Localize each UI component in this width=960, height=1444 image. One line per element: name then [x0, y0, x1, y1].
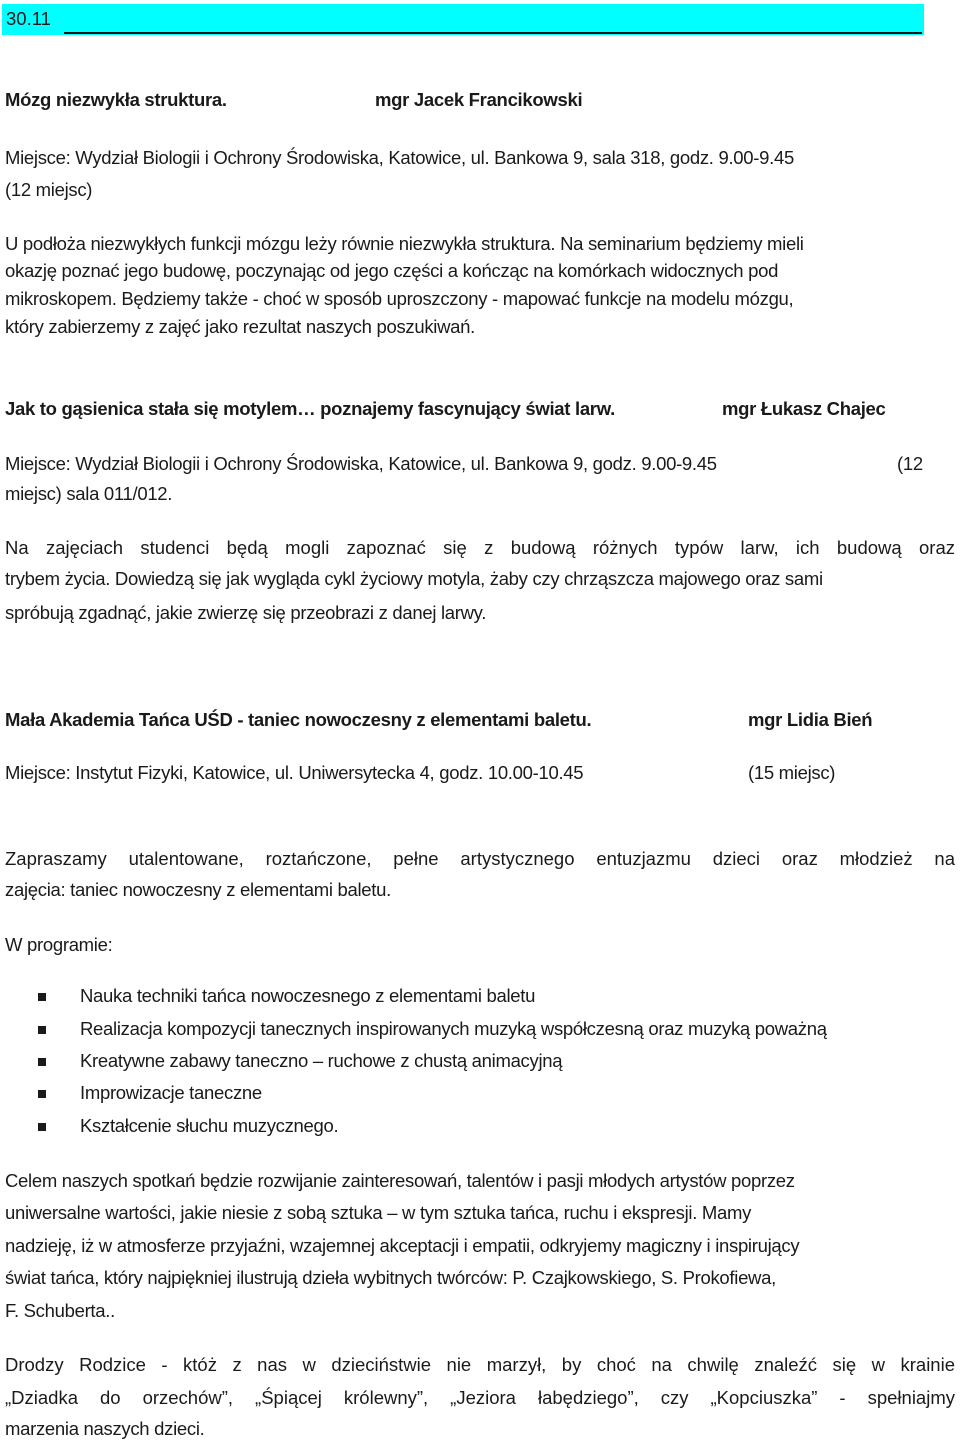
bullet-marker [38, 993, 46, 1001]
section-3-seats: (15 miejsc) [748, 762, 836, 783]
section-3-place-line: Miejsce: Instytut Fizyki, Katowice, ul. Uniwersytecka 4, godz. 10.00-10.45 [5, 762, 584, 783]
section-2-desc-line: trybem życia. Dowiedzą się jak wygląda cykl życiowy motyla, żaby czy chrząszcza majowego oraz sami [5, 568, 823, 589]
section-2-desc-line: Na zajęciach studenci będą mogli zapoznać się z budową różnych typów larw, ich budową oraz [5, 537, 955, 558]
program-item: Improwizacje taneczne [80, 1082, 262, 1103]
section-1-desc-line: okazję poznać jego budowę, poczynając od jego części a kończąc na komórkach widocznych pod [5, 260, 779, 281]
section-2-instructor: mgr Łukasz Chajec [722, 398, 886, 419]
program-label: W programie: [5, 934, 113, 955]
program-item: Kształcenie słuchu muzycznego. [80, 1115, 339, 1136]
section-2-desc-line: spróbują zgadnąć, jakie zwierzę się przeobrazi z danej larwy. [5, 602, 487, 623]
section-2-place-line1: Miejsce: Wydział Biologii i Ochrony Środowiska, Katowice, ul. Bankowa 9, godz. 9.00-9.45 [5, 453, 717, 474]
goal-line: Celem naszych spotkań będzie rozwijanie zainteresowań, talentów i pasji młodych artystów poprzez [5, 1170, 795, 1191]
program-item: Realizacja kompozycji tanecznych inspirowanych muzyką współczesną oraz muzyką poważną [80, 1018, 827, 1039]
date-label: 30.11 [6, 8, 51, 29]
bullet-marker [38, 1123, 46, 1131]
section-1-desc-line: mikroskopem. Będziemy także - choć w sposób uproszczony - mapować funkcje na modelu mózgu, [5, 288, 794, 309]
section-1-instructor: mgr Jacek Francikowski [375, 89, 583, 110]
program-item: Kreatywne zabawy taneczno – ruchowe z chustą animacyjną [80, 1050, 563, 1071]
date-underline [64, 32, 922, 34]
section-2-title: Jak to gąsienica stała się motylem… poznajemy fascynujący świat larw. [5, 398, 615, 419]
goal-line: nadzieję, iż w atmosferze przyjaźni, wzajemnej akceptacji i empatii, odkryjemy magiczny i inspirujący [5, 1235, 800, 1256]
parents-line: Drodzy Rodzice - któż z nas w dzieciństwie nie marzył, by choć na chwilę znaleźć się w krainie [5, 1354, 955, 1375]
program-item: Nauka techniki tańca nowoczesnego z elementami baletu [80, 985, 536, 1006]
goal-line: F. Schuberta.. [5, 1300, 115, 1321]
section-1-place-line2: (12 miejsc) [5, 179, 93, 200]
parents-line: marzenia naszych dzieci. [5, 1418, 205, 1439]
parents-line: „Dziadka do orzechów”, „Śpiącej królewny”, „Jeziora łabędziego”, czy „Kopciuszka” - spełniajmy [5, 1387, 955, 1408]
section-1-desc-line: U podłoża niezwykłych funkcji mózgu leży równie niezwykła struktura. Na seminarium będziemy mieli [5, 233, 804, 254]
bullet-marker [38, 1026, 46, 1034]
section-3-instructor: mgr Lidia Bień [748, 709, 873, 730]
bullet-marker [38, 1058, 46, 1066]
section-3-intro-line: zajęcia: taniec nowoczesny z elementami baletu. [5, 879, 391, 900]
section-1-title: Mózg niezwykła struktura. [5, 89, 227, 110]
section-3-intro-line: Zapraszamy utalentowane, roztańczone, pełne artystycznego entuzjazmu dzieci oraz młodzież na [5, 848, 955, 869]
section-2-place-line2: miejsc) sala 011/012. [5, 483, 173, 504]
section-3-title: Mała Akademia Tańca UŚD - taniec nowoczesny z elementami baletu. [5, 709, 592, 730]
section-1-desc-line: który zabierzemy z zajęć jako rezultat naszych poszukiwań. [5, 316, 475, 337]
goal-line: uniwersalne wartości, jakie niesie z sobą sztuka – w tym sztuka tańca, ruchu i ekspresji. Mamy [5, 1202, 752, 1223]
goal-line: świat tańca, który najpiękniej ilustrują dzieła wybitnych twórców: P. Czajkowskiego, S. Prokofiewa, [5, 1267, 776, 1288]
bullet-marker [38, 1090, 46, 1098]
section-1-place-line1: Miejsce: Wydział Biologii i Ochrony Środowiska, Katowice, ul. Bankowa 9, sala 318, godz. 9.00-9.45 [5, 147, 794, 168]
section-2-place-line1-tail: (12 [897, 453, 923, 474]
date-header-bar [2, 4, 924, 35]
